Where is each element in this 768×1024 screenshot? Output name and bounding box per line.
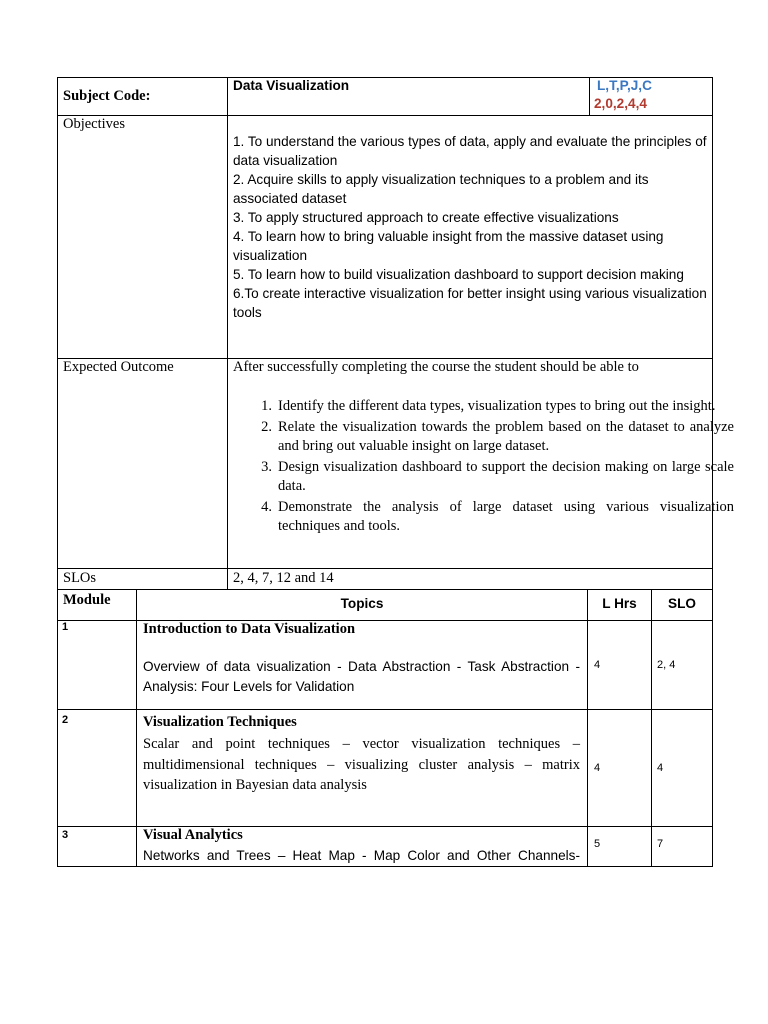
outcome-number: 4. xyxy=(261,499,272,515)
outcome-item xyxy=(261,498,734,536)
outcome-item xyxy=(261,418,734,456)
objective-item: 2. Acquire skills to apply visualization techniques to a problem and its associated dataset xyxy=(233,172,649,206)
module-lhrs: 4 xyxy=(594,659,601,671)
modules-header-topics: Topics xyxy=(340,596,384,611)
slos-value: 2, 4, 7, 12 and 14 xyxy=(233,570,334,586)
table-border-bottom xyxy=(57,866,713,867)
module-number: 2 xyxy=(62,714,69,726)
course-title: Data Visualization xyxy=(233,78,350,93)
module-topics: Overview of data visualization - Data Abstraction - Task Abstraction - Analysis: Four Levels for Validation xyxy=(143,659,580,694)
module-title: Introduction to Data Visualization xyxy=(143,621,356,637)
module-title: Visualization Techniques xyxy=(143,714,297,730)
modules-header-module: Module xyxy=(63,592,111,608)
expected-outcome-label: Expected Outcome xyxy=(63,359,174,375)
ltpjc-value: 2,0,2,4,4 xyxy=(594,96,647,111)
outcome-text: Design visualization dashboard to support the decision making on large scale data. xyxy=(278,459,734,494)
column-divider-label xyxy=(227,77,228,589)
subject-code-label: Subject Code: xyxy=(63,88,151,104)
row-divider-outcome xyxy=(57,568,713,569)
module-slo: 7 xyxy=(657,838,664,850)
outcome-text: Identify the different data types, visualization types to bring out the insight. xyxy=(278,398,716,414)
module-number: 1 xyxy=(62,621,69,633)
modules-column-divider-module xyxy=(136,589,137,867)
objective-item: 1. To understand the various types of data, apply and evaluate the principles of data visualization xyxy=(233,134,707,168)
outcome-item xyxy=(261,458,734,496)
outcome-number: 2. xyxy=(261,419,272,435)
module-slo: 2, 4 xyxy=(657,659,676,671)
objective-item: 5. To learn how to build visualization dashboard to support decision making xyxy=(233,267,684,282)
module-slo: 4 xyxy=(657,762,664,774)
column-divider-ltpjc xyxy=(589,77,590,115)
module-lhrs: 4 xyxy=(594,762,601,774)
row-divider-slos xyxy=(57,589,713,590)
outcome-number: 1. xyxy=(261,398,272,414)
modules-column-divider-lhrs xyxy=(651,589,652,867)
objectives-label: Objectives xyxy=(63,116,126,132)
ltpjc-label: L,T,P,J,C xyxy=(597,78,652,93)
module-topics: Scalar and point techniques – vector visualization techniques – multidimensional techniques – visualizing cluster analysis – matrix visualization in Bayesian data analysis xyxy=(143,736,580,793)
objective-item: 3. To apply structured approach to create effective visualizations xyxy=(233,210,619,225)
outcome-number: 3. xyxy=(261,459,272,475)
outcome-text: Demonstrate the analysis of large dataset using various visualization techniques and tools. xyxy=(278,499,734,534)
module-topics: Networks and Trees – Heat Map - Map Color and Other Channels- xyxy=(143,848,580,863)
outcome-text: Relate the visualization towards the problem based on the dataset to analyze and bring out valuable insight on large dataset. xyxy=(278,419,734,454)
expected-outcome-intro: After successfully completing the course the student should be able to xyxy=(233,359,639,375)
expected-outcome-list xyxy=(250,397,734,538)
table-border-left xyxy=(57,77,58,867)
modules-header-lhrs: L Hrs xyxy=(602,596,637,611)
outcome-item xyxy=(261,397,734,416)
module-title: Visual Analytics xyxy=(143,827,243,843)
slos-label: SLOs xyxy=(63,570,97,586)
module-1-divider xyxy=(57,709,713,710)
module-number: 3 xyxy=(62,829,69,841)
module-lhrs: 5 xyxy=(594,838,601,850)
modules-column-divider-topics xyxy=(587,589,588,867)
modules-header-slo: SLO xyxy=(668,596,696,611)
row-divider-header xyxy=(57,115,713,116)
objective-item: 6.To create interactive visualization for better insight using various visualization tools xyxy=(233,286,707,320)
objectives-list xyxy=(233,132,707,322)
objective-item: 4. To learn how to bring valuable insight from the massive dataset using visualization xyxy=(233,229,664,263)
